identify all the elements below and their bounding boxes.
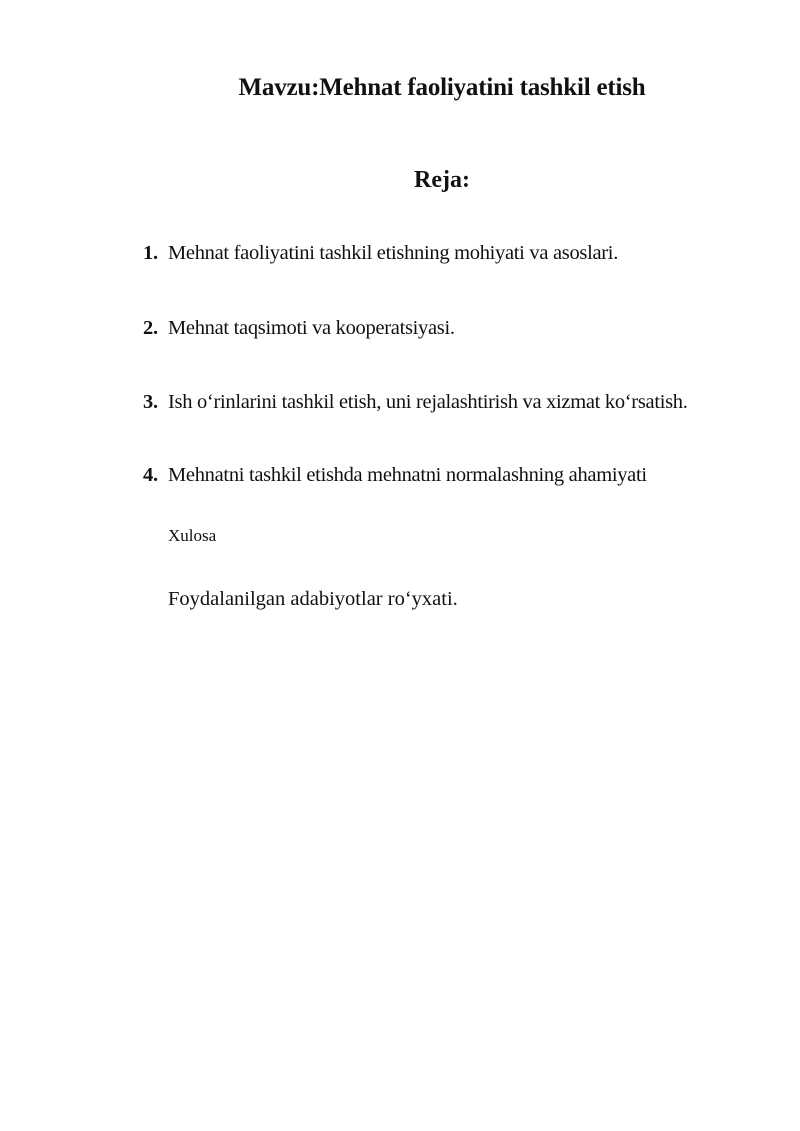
plan-item-text: Mehnat taqsimoti va kooperatsiyasi.	[168, 317, 455, 339]
plan-heading: Reja:	[414, 167, 470, 193]
plan-item-text: Mehnatni tashkil etishda mehnatni normalashning ahamiyati	[168, 464, 647, 486]
document-title: Mavzu:Mehnat faoliyatini tashkil etish	[238, 74, 646, 101]
plan-item-number: 4.	[143, 464, 158, 486]
plan-item-number: 1.	[143, 242, 158, 264]
plan-item-text: Mehnat faoliyatini tashkil etishning mohiyati va asoslari.	[168, 242, 619, 264]
plan-item-text: Ish o‘rinlarini tashkil etish, uni rejalashtirish va xizmat ko‘rsatish.	[168, 391, 688, 413]
references-entry: Foydalanilgan adabiyotlar ro‘yxati.	[168, 588, 458, 610]
plan-item-number: 2.	[143, 317, 158, 339]
plan-item-number: 3.	[143, 391, 158, 413]
conclusion-entry: Xulosa	[168, 526, 217, 545]
